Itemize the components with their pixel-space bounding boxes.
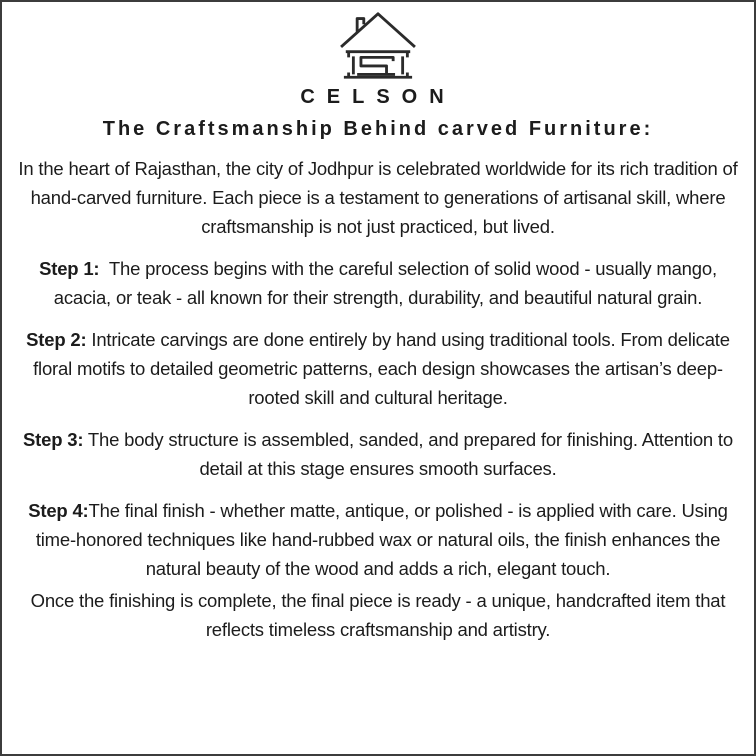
step-label: Step 1:	[39, 258, 100, 279]
article-body	[16, 154, 740, 644]
paragraph-text: In the heart of Rajasthan, the city of Jodhpur is celebrated worldwide for its rich tradition of hand-carved furniture. Each piece is a testament to generations of artisanal skill, where craftsmanship is not just practiced, but lived.	[18, 158, 738, 237]
page-title: The Craftsmanship Behind carved Furniture:	[102, 118, 654, 140]
logo-s-monogram	[357, 57, 395, 74]
paragraph	[16, 425, 740, 483]
brand-name: CELSON	[300, 86, 456, 108]
paragraph-text: The body structure is assembled, sanded, and prepared for finishing. Attention to detail at this stage ensures smooth surfaces.	[83, 429, 733, 479]
paragraph-text: The final finish - whether matte, antique, or polished - is applied with care. Using time-honored techniques like hand-rubbed wax or natural oils, the finish enhances the natural beauty of the wood and adds a rich, elegant touch.	[35, 500, 728, 579]
paragraph	[16, 154, 740, 241]
paragraph-text: The process begins with the careful selection of solid wood - usually mango, acacia, or teak - all known for their strength, durability, and beautiful natural grain.	[53, 258, 717, 308]
brand-header	[16, 10, 740, 141]
step-label: Step 3:	[23, 429, 84, 450]
step-label: Step 2:	[26, 329, 87, 350]
logo-roof	[341, 14, 415, 47]
paragraph-list	[16, 154, 740, 644]
step-label: Step 4:	[28, 500, 89, 521]
paragraph	[16, 586, 740, 644]
paragraph-text: Intricate carvings are done entirely by hand using traditional tools. From delicate floral motifs to detailed geometric patterns, each design showcases the artisan’s deep-rooted skill and cultural heritage.	[33, 329, 730, 408]
paragraph	[16, 325, 740, 412]
page-container	[2, 2, 754, 754]
house-s-monogram-icon	[336, 10, 420, 82]
paragraph-text: Once the finishing is complete, the final piece is ready - a unique, handcrafted item that reflects timeless craftsmanship and artistry.	[30, 590, 726, 640]
paragraph	[16, 254, 740, 312]
paragraph	[16, 496, 740, 583]
